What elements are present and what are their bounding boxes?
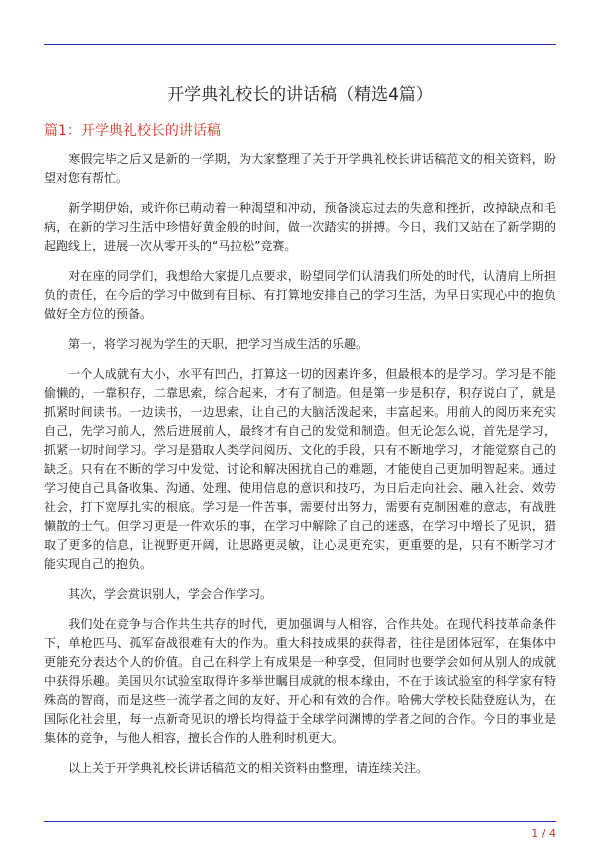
paragraph: 新学期伊始，或许你已萌动着一种渴望和冲动，预备淡忘过去的失意和挫折，改掉缺点和毛病，在新的学习生活中珍惜好黄金般的时间，做一次踏实的拼搏。今日，我们又站在了新学期的起跑线上，进展一次从零开头的“马拉松”竞赛。: [44, 201, 556, 253]
page-indicator: 1 / 4: [531, 827, 556, 840]
paragraph: 我们处在竞争与合作共生共存的时代，更加强调与人相容，合作共处。在现代科技革命条件下，单枪匹马、孤军奋战很难有大的作为。重大科技成果的获得者，往往是团体冠军，在集体中更能充分表达个人的价值。自己在科学上有成果是一种享受，但同时也要学会如何从别人的成就中获得乐趣。美国贝尔试验室取得许多举世瞩目成就的根本缘由，不在于该试验室的科学家有特殊高的智商，而是这些一流学者之间的友好、开心和有效的合作。哈佛大学校长陆登庭认为，在国际化社会里，每一点新奇见识的增长均得益于全球学问渊博的学者之间的合作。今日的事业是集体的竞争，与他人相容，擅长合作的人胜利时机更大。: [44, 617, 556, 745]
footer-rule: [44, 821, 556, 822]
paragraph: 以上关于开学典礼校长讲话稿范文的相关资料由整理，请连续关注。: [68, 761, 429, 775]
paragraph: 其次，学会赏识别人，学会合作学习。: [68, 587, 273, 601]
section-heading: 篇1：开学典礼校长的讲话稿: [44, 123, 221, 139]
paragraph: 一个人成就有大小，水平有凹凸，打算这一切的因素许多，但最根本的是学习。学习是不能偷懒的，一靠积存，二靠思索，综合起来，才有了制造。但是第一步是积存，积存说白了，就是抓紧时间读书。一边读书，一边思索，让自己的大脑活泼起来，丰富起来。用前人的阅历来充实自己，先学习前人，然后进展前人，最终才有自己的发觉和制造。但无论怎么说，首先是学习，抓紧一切时间学习。学习是猎取人类学问阅历、文化的手段，只有不断地学习，才能觉察自己的缺乏。只有在不断的学习中发觉、讨论和解决困扰自己的难题，才能使自己更加明智起来。通过学习使自己具备收集、沟通、处理、使用信息的意识和技巧，为日后走向社会、融入社会、效劳社会，打下宽厚扎实的根底。学习是一件苦事，需要付出努力，需要有克制困难的意志，有战胜懒散的士气。但学习更是一件欢乐的事，在学习中解除了自己的迷惑，在学习中增长了见识，猎取了更多的信息，让视野更开阔，让思路更灵敏，让心灵更充实，更重要的是，只有不断学习才能实现自己的抱负。: [44, 367, 556, 571]
paragraph: 对在座的同学们，我想给大家提几点要求，盼望同学们认清我们所处的时代，认清肩上所担负的责任，在今后的学习中做到有目标、有打算地安排自己的学习生活，为早日实现心中的抱负做好全方位的预备。: [44, 269, 556, 321]
document-title: 开学典礼校长的讲话稿（精选4篇）: [167, 85, 433, 105]
document-body: [44, 150, 556, 789]
header-rule: [44, 44, 556, 45]
paragraph: 寒假完毕之后又是新的一学期，为大家整理了关于开学典礼校长讲话稿范文的相关资料，盼望对您有帮忙。: [44, 152, 556, 185]
paragraph: 第一，将学习视为学生的天职，把学习当成生活的乐趣。: [68, 337, 369, 351]
